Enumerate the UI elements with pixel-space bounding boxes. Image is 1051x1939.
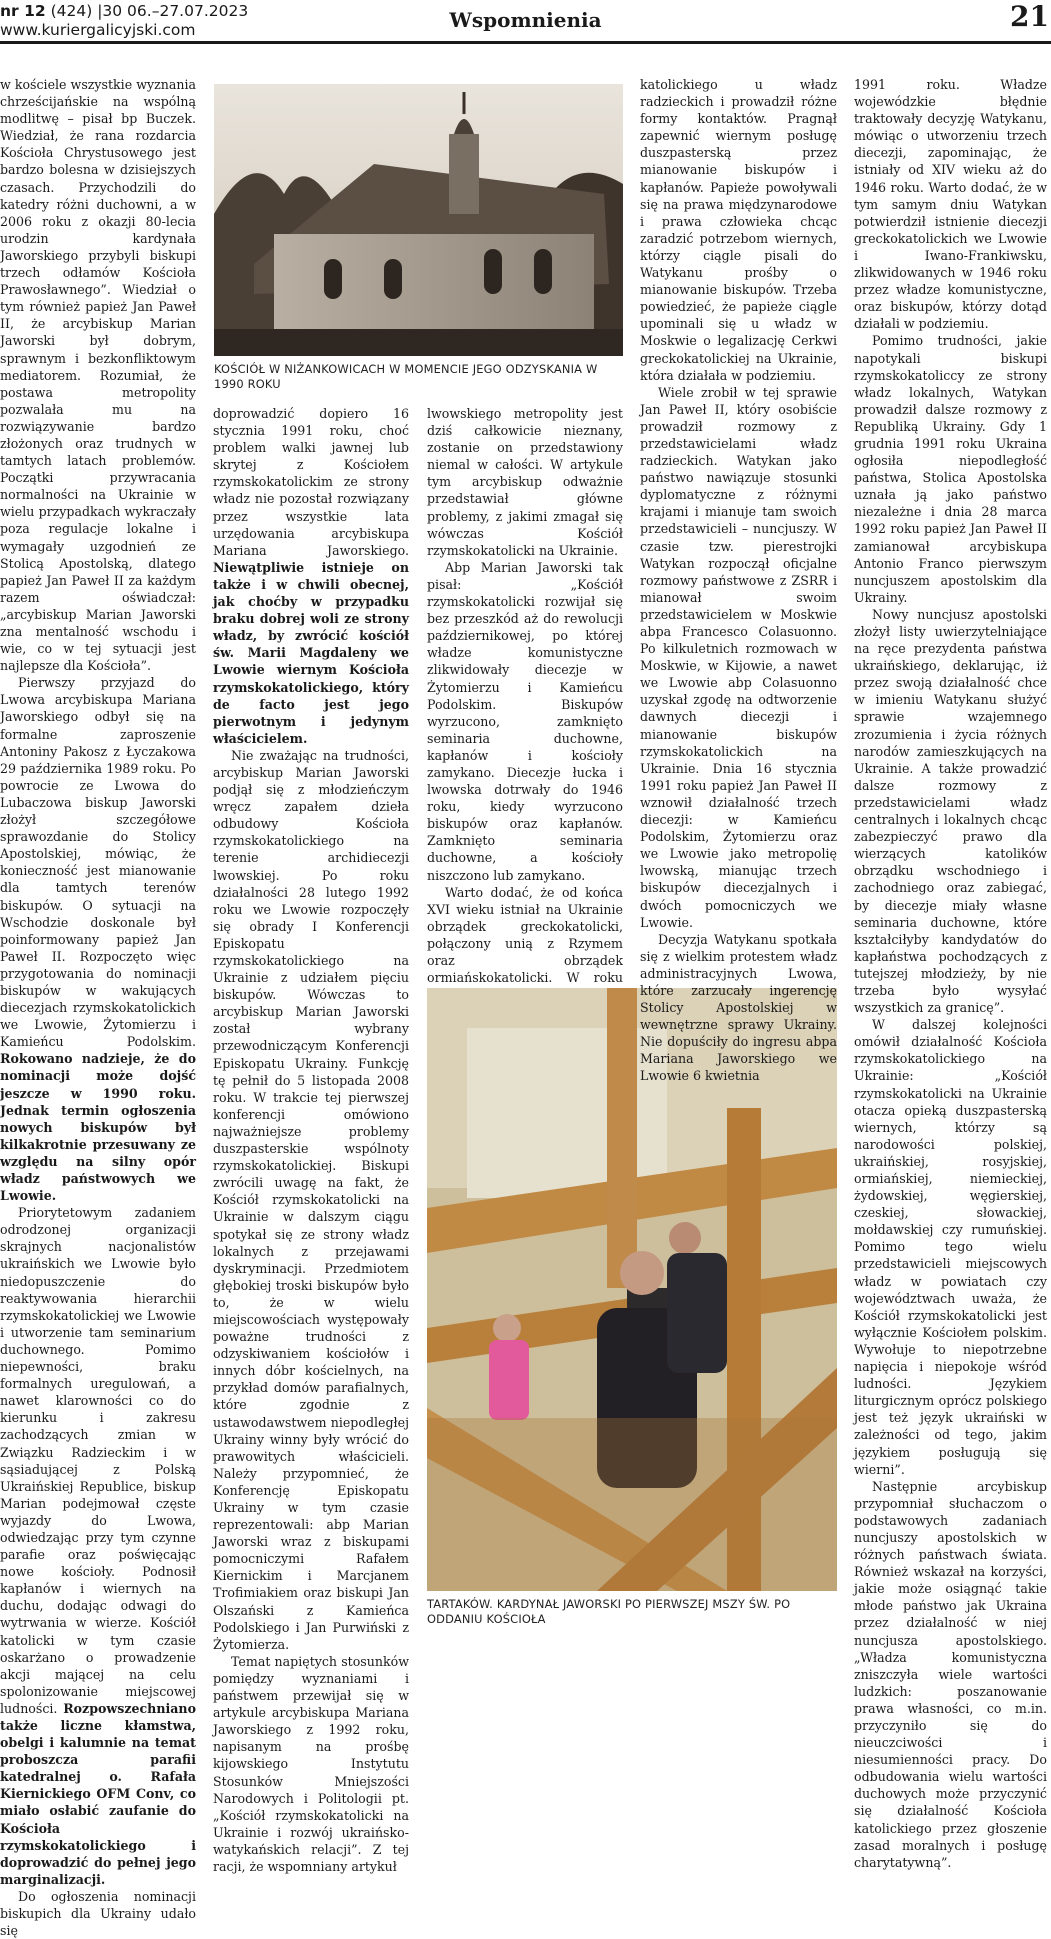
paragraph: Abp Marian Jaworski tak pisał: „Kościół rzymskokatolicki rozwijał się bez przeszkód aż do rewolucji październikowej, po której władze komunistyczne zlikwidowały diecezje w Żytomierzu i Kamieńcu Podolskim. Biskupów wyrzucono, zamknięto seminaria duchowne, kapłanów i kościoły zamykano. Diecezje łucka i lwowska dotrwały do 1946 roku, kiedy wyrzucono biskupów oraz kapłanów. Zamknięto seminaria duchowne, a kościoły niszczono lub zamykano. [427,559,623,883]
paragraph: Temat napiętych stosunków pomiędzy wyznaniami i państwem przewijał się w artykule arcybiskupa Mariana Jaworskiego z 1992 roku, napisanym na prośbę kijowskiego Instytutu Stosunków Mniejszości Narodowych i Politologii pt. „Kościół rzymskokatolicki na Ukrainie i rozwój ukraińsko-watykańskich relacji”. Z tej racji, że wspomniany artykuł [213,1653,409,1874]
paragraph: Nie zważając na trudności, arcybiskup Marian Jaworski podjął się z młodzieńczym wręcz zapałem dzieła odbudowy Kościoła rzymskokatolickiego na terenie archidiecezji lwowskiej. Po roku działalności 28 lutego 1992 roku we Lwowie rozpoczęły się obrady I Konferencji Episkopatu rzymskokatolickiego na Ukrainie z udziałem pięciu biskupów. Wówczas to arcybiskup Marian Jaworski został wybrany przewodniczącym Konferencji Episkopatu Ukrainy. Funkcję tę pełnił do 5 listopada 2008 roku. W trakcie tej pierwszej konferencji omówiono najważniejsze problemy duszpasterskie wspólnoty rzymskokatolickiej. Biskupi zwrócili uwagę na fakt, że Kościół rzymskokatolicki na Ukrainie w dalszym ciągu spotykał się ze strony władz lokalnych z przejawami dyskryminacji. Przedmiotem głębokiej troski biskupów było to, że w wielu miejscowościach występowały poważne trudności z odzyskiwaniem kościołów i innych dóbr kościelnych, na przykład domów parafialnych, które zgodnie z ustawodawstwem niepodległej Ukrainy winny były wrócić do prawowitych właścicieli. Należy przypomnieć, że Konferencję Episkopatu Ukrainy w tym czasie reprezentowali: abp Marian Jaworski wraz z biskupami pomocniczymi Rafałem Kiernickim i Marcjanem Trofimiakiem oraz biskupi Jan Olszański z Kamieńca Podolskiego i Jan Purwiński z Żytomierza. [213,747,409,1652]
paragraph [213,405,409,747]
paragraph-text: doprowadzić dopiero 16 stycznia 1991 roku, choć problem walki jawnej lub skrytej z Kościołem rzymskokatolickim ze strony władz nie pozostał rozwiązany przez wszystkie lata urzędowania arcybiskupa Mariana Jaworskiego. [213,406,409,558]
paragraph [0,674,196,1204]
paragraph-text: Priorytetowym zadaniem odrodzonej organizacji skrajnych nacjonalistów ukraińskich we Lwowie było niedopuszczenie do reaktywowania hierarchii rzymskokatolickiej we Lwowie i utworzenie tam seminarium duchownego. Pomimo niepewności, braku formalnych uregulowań, a nawet klarowności co do kierunku i zakresu zachodzących zmian w Związku Radzieckim i w sąsiadującej z Polską Ukraińskiej Republice, biskup Marian podejmował częste wyjazdy do Lwowa, odwiedzając przy tym czynne parafie oraz poświęcając nowe kościoły. Podnosił kapłanów i wiernych na duchu, dodając odwagi do wytrwania w wierze. Kościół katolicki w tym czasie oskarżano o prowadzenie akcji mającej na celu spolonizowanie miejscowej ludności. [0,1205,196,1716]
church-photo [214,84,623,356]
paragraph: W dalszej kolejności omówił działalność Kościoła rzymskokatolickiego na Ukrainie: „Kościół rzymskokatolicki na Ukrainie otacza opieką duszpasterską wiernych, którzy są narodowości polskiej, ukraińskiej, rosyjskiej, ormiańskiej, niemieckiej, żydowskiej, węgierskiej, czeskiej, słowackiej, mołdawskiej czy rumuńskiej. Pomimo tego wielu przedstawicieli miejscowych władz w powiatach czy województwach uważa, że Kościół rzymskokatolicki jest wyłącznie Kościołem polskim. Wywołuje to niepotrzebne napięcia i niepokoje wśród ludności. Językiem liturgicznym oprócz polskiego jest też język ukraiński w zależności od tego, jakim językiem posługują się wierni”. [854,1017,1047,1477]
church-photo-caption: KOŚCIÓŁ W NIŻANKOWICACH W MOMENCIE JEGO ODZYSKANIA W 1990 ROKU [214,362,598,391]
church-photo-image [214,84,623,356]
paragraph: Nowy nuncjusz apostolski złożył listy uwierzytelniające na ręce prezydenta państwa ukraińskiego, deklarując, iż przez swoją działalność chce w imieniu Watykanu służyć sprawie wzajemnego zrozumienia i życia różnych narodów zamieszkujących na Ukrainie. A także prowadzić dalsze rozmowy z przedstawicielami władz centralnych i lokalnych chcąc zabezpieczyć prawo dla wierzących katolików obrządku wschodniego i zachodniego oraz zabiegać, by diecezje miały własne seminaria duchowne, które kształciłyby kandydatów do kapłaństwa pochodzących z tutejszej młodzieży, by nie trzeba było wysyłać wszystkich za granicę”. [854,606,1047,1016]
page-number: 21 [1010,0,1049,33]
paragraph: lwowskiego metropolity jest dziś całkowicie nieznany, zostanie on przedstawiony niemal w całości. W artykule tym arcybiskup odważnie przedstawiał główne problemy, z jakimi zmagał się wówczas Kościół rzymskokatolicki na Ukrainie. [427,406,623,558]
paragraph: Wiele zrobił w tej sprawie Jan Paweł II, który osobiście prowadził rozmowy z przedstawicielami władz radzieckich. Watykan jako państwo nawiązuje stosunki dyplomatyczne z różnymi krajami i mianuje tam swoich przedstawicieli – nuncjuszy. W czasie tzw. pierestrojki Watykan rozpoczął oficjalne rozmowy państwowe z ZSRR i mianował swoim przedstawicielem w Moskwie abpa Francesco Colasuonno. Po kilkuletnich rozmowach w Moskwie, w Kijowie, a nawet we Lwowie abp Colasuonno uzyskał zgodę na odtworzenie dawnych diecezji i mianowanie biskupów rzymskokatolickich na Ukrainie. Dnia 16 stycznia 1991 roku papież Jan Paweł II wznowił działalność trzech diecezji: w Kamieńcu Podolskim, Żytomierzu oraz we Lwowie jako metropolię lwowską, mianując trzech biskupów diecezjalnych i dwóch pomocniczych we Lwowie. [640,384,837,930]
section-title: Wspomnienia [449,8,602,32]
paragraph: katolickiego u władz radzieckich i prowadził różne formy kontaktów. Pragnął zapewnić wiernym posługę duszpasterską przez mianowanie biskupów i kapłanów. Papieże powoływali się na prawa międzynarodowe i prawa człowieka chcąc zaradzić potrzebom wiernych, którzy ciągle pisali do Watykanu prośby o mianowanie biskupów. Trzeba powiedzieć, że papieże ciągle upominali się u władz w Moskwie o legalizację Cerkwi greckokatolickiej na Ukrainie, która działała w podziemiu. [640,77,837,383]
issue-number: nr 12 [0,2,46,20]
paragraph: Do ogłoszenia nominacji biskupich dla Ukrainy udało się [0,1888,196,1939]
page-header [0,0,1051,44]
paragraph: Pomimo trudności, jakie napotykali biskupi rzymskokatoliccy ze strony władz lokalnych, Watykan prowadził dalsze rozmowy z Republiką Ukrainy. Gdy 1 grudnia 1991 roku Ukraina ogłosiła niepodległość państwa, Stolica Apostolska uznała ją jako państwo niezależne i dnia 28 marca 1992 roku papież Jan Paweł II zamianował arcybiskupa Antonio Franco pierwszym nuncjuszem apostolskim dla Ukrainy. [854,333,1047,605]
paragraph-text: Pierwszy przyjazd do Lwowa arcybiskupa Mariana Jaworskiego odbył się na formalne zaproszenie Antoniny Pakosz z Łyczakowa 29 października 1989 roku. Po powrocie ze Lwowa do Lubaczowa biskup Jaworski złożył szczegółowe sprawozdanie do Stolicy Apostolskiej, mówiąc, że konieczność jest mianowanie dla tamtych terenów biskupów. O sytuacji na Wschodzie doskonale był poinformowany papież Jan Paweł II. Rozpoczęto więc przygotowania do nominacji biskupów w wakujących diecezjach rzymskokatolickich we Lwowie, Żytomierzu i Kamieńcu Podolskim. [0,675,196,1050]
paragraph: w kościele wszystkie wyznania chrześcijańskie na wspólną modlitwę – pisał bp Buczek. Wiedział, że rana rozdarcia Kościoła Chrystusowego jest bardzo bolesna w dzisiejszych czasach. Przychodzili do katedry różni duchowni, a w 2006 roku z okazji 80-lecia urodzin kardynała Jaworskiego przybyli biskupi trzech odłamów Kościoła Prawosławnego”. Wiedział o tym również papież Jan Paweł II, że arcybiskup Marian Jaworski był dobrym, sprawnym i bezkonfliktowym mediatorem. Rozumiał, że postawa metropolity pozwalała mu na rozwiązywanie bardzo złożonych oraz trudnych w tamtych latach problemów. Początki przywracania normalności na Ukrainie w wielu przypadkach wykraczały poza regulacje lokalne i wymagały uzgodnień ze Stolicą Apostolską, dlatego papież Jan Paweł II za każdym razem oświadczał: „arcybiskup Marian Jaworski zna mentalność wschodu i wie, co w tej sytuacji jest najlepsze dla Kościoła”. [0,77,196,674]
paragraph: Następnie arcybiskup przypomniał słuchaczom o podstawowych zadaniach nuncjuszy apostolskich w różnych państwach świata. Również wskazał na korzyści, jakie może osiągnąć takie młode państwo jak Ukraina przez działalność w niej nuncjusza apostolskiego. „Władza komunistyczna zniszczyła wiele wartości ludzkich: poszanowanie prawa własności, co m.in. przyczyniło się do nieuczciwości i niesumienności pracy. Do odbudowania wielu wartości duchowych może przyczynić się działalność Kościoła katolickiego przez głoszenie zasad moralnych i posługę charytatywną”. [854,1478,1047,1870]
paragraph: 1991 roku. Władze wojewódzkie błędnie traktowały decyzję Watykanu, mówiąc o utworzeniu trzech diecezji, zapominając, że istniały od XIV wieku aż do 1946 roku. Warto dodać, że w tym samym dniu Watykan potwierdził istnienie diecezji greckokatolickich we Lwowie i Iwano-Frankiwsku, zlikwidowanych w 1946 roku przez władze komunistyczne, oraz biskupów, którzy dotąd działali w podziemiu. [854,77,1047,332]
article-column-3 [427,405,623,1089]
paragraph-bold-text: Rokowano nadzieje, że do nominacji może dojść jeszcze w 1990 roku. Jednak termin ogłoszenia nowych biskupów był kilkakrotnie przesuwany ze względu na silny opór władz państwowych we Lwowie. [0,1051,196,1204]
issue-dates: (424) |30 06.–27.07.2023 [45,2,249,20]
paragraph-bold-text: Niewątpliwie istnieje on także i w chwili obecnej, jak choćby w przypadku braku dobrej woli ze strony władz, by zwrócić kościół św. Marii Magdaleny we Lwowie wiernym Kościoła rzymskokatolickiego, który de facto jest jego pierwotnym i jedynym właścicielem. [213,559,409,746]
website-link[interactable]: www.kuriergalicyjski.com [0,21,196,39]
article-column-2 [213,405,409,1875]
paragraph [0,1204,196,1888]
article-column-1 [0,76,196,1939]
cardinal-photo-caption: TARTAKÓW. KARDYNAŁ JAWORSKI PO PIERWSZEJ MSZY ŚW. PO ODDANIU KOŚCIOŁA [427,1597,791,1626]
paragraph: Decyzja Watykanu spotkała się z wielkim protestem władz administracyjnych Lwowa, które zarzucały ingerencję Stolicy Apostolskiej w wewnętrzne sprawy Ukrainy. Nie dopuściły do ingresu abpa Mariana Jaworskiego we Lwowie 6 kwietnia [640,931,837,1084]
article-column-4 [640,76,837,1085]
article-column-5 [854,76,1047,1871]
paragraph-bold-text: Rozpowszechniano także liczne kłamstwa, obelgi i kalumnie na temat proboszcza parafii katedralnej o. Rafała Kiernickiego OFM Conv, co miało osłabić zaufanie do Kościoła rzymskokatolickiego i doprowadzić do pełnej jego marginalizacji. [0,1700,196,1887]
paragraph: Warto dodać, że od końca XVI wieku istniał na Ukrainie obrządek greckokatolicki, połączony unią z Rzymem oraz obrządek ormiańskokatolicki. W roku [427,884,623,986]
